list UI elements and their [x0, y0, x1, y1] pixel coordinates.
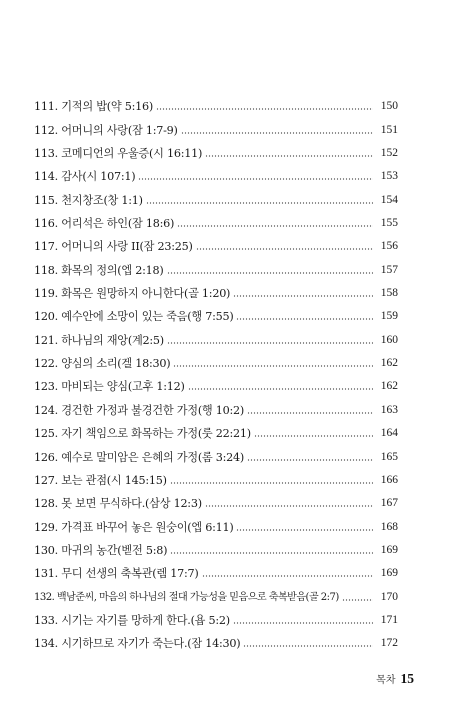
- toc-entry-title: 134. 시기하므로 자기가 죽는다.(잠 14:30): [34, 637, 241, 651]
- toc-entry-title: 120. 예수안에 소망이 있는 죽음(행 7:55): [34, 310, 234, 324]
- toc-entry-page: 160: [380, 333, 398, 346]
- toc-entry-page: 150: [380, 100, 398, 113]
- toc-entry: [34, 417, 398, 440]
- toc-entry-title: 125. 자기 책임으로 화목하는 가정(룻 22:21): [34, 427, 251, 441]
- toc-dot-leader: [202, 575, 373, 577]
- toc-entry-page: 167: [380, 497, 398, 510]
- toc-entry-page: 169: [380, 567, 398, 580]
- toc-dot-leader: [196, 248, 373, 250]
- toc-entry-title: 131. 무디 선생의 축복관(렘 17:7): [34, 567, 199, 581]
- toc-entry-title: 130. 마귀의 농간(벧전 5:8): [34, 543, 168, 557]
- toc-entry: [34, 370, 398, 393]
- toc-entry: [34, 557, 398, 580]
- toc-entry-title: 124. 경건한 가정과 불경건한 가정(행 10:2): [34, 403, 245, 417]
- toc-entry-page: 170: [380, 590, 398, 603]
- toc-dot-leader: [205, 155, 373, 157]
- toc-entry: [34, 604, 398, 627]
- toc-entry-page: 151: [380, 123, 398, 136]
- toc-entry-title: 115. 천지창조(창 1:1): [34, 193, 143, 207]
- toc-entry-page: 164: [380, 427, 398, 440]
- toc-dot-leader: [138, 178, 373, 180]
- toc-entry-page: 163: [380, 403, 398, 416]
- toc-entry-title: 132. 백남준씨, 마음의 하나님의 절대 가능성을 믿음으로 축복받음(골 2:7): [34, 591, 339, 603]
- toc-entry: [34, 464, 398, 487]
- toc-entry-page: 165: [380, 450, 398, 463]
- toc-dot-leader: [236, 529, 373, 531]
- toc-entry-title: 123. 마비되는 양심(고후 1:12): [34, 380, 185, 394]
- toc-entry-page: 154: [380, 193, 398, 206]
- toc-entry: [34, 487, 398, 510]
- toc-entry-page: 162: [380, 357, 398, 370]
- toc-entry-page: 172: [380, 637, 398, 650]
- toc-entry-page: 155: [380, 217, 398, 230]
- toc-entry-title: 133. 시기는 자기를 망하게 한다.(욥 5:2): [34, 613, 230, 627]
- footer-section-label: 목차: [376, 675, 396, 686]
- toc-dot-leader: [170, 552, 373, 554]
- toc-entry: [34, 393, 398, 416]
- toc-entry-page: 168: [380, 520, 398, 533]
- toc-entry-page: 156: [380, 240, 398, 253]
- toc-dot-leader: [233, 622, 373, 624]
- toc-entry: [34, 137, 398, 160]
- toc-dot-leader: [173, 365, 373, 367]
- toc-entry-page: 157: [380, 263, 398, 276]
- toc-dot-leader: [233, 295, 373, 297]
- toc-entry: [34, 207, 398, 230]
- toc-entry-title: 111. 기적의 밥(약 5:16): [34, 100, 153, 114]
- toc-entry: [34, 510, 398, 533]
- toc-dot-leader: [167, 342, 373, 344]
- toc-entry-title: 126. 예수로 말미암은 은혜의 가정(롬 3:24): [34, 450, 245, 464]
- toc-entry-title: 114. 감사(시 107:1): [34, 170, 136, 184]
- toc-dot-leader: [177, 225, 373, 227]
- toc-dot-leader: [254, 435, 373, 437]
- toc-entry-title: 113. 코메디언의 우울증(시 16:11): [34, 147, 203, 161]
- toc-entry: [34, 323, 398, 346]
- toc-entry-title: 129. 가격표 바꾸어 놓은 원숭이(엡 6:11): [34, 520, 234, 534]
- toc-entry-page: 171: [380, 613, 398, 626]
- toc-entry-title: 127. 보는 관점(시 145:15): [34, 473, 167, 487]
- toc-entry: [34, 300, 398, 323]
- toc-entry: [34, 347, 398, 370]
- toc-entry-title: 118. 화목의 정의(엡 2:18): [34, 263, 164, 277]
- toc-entry: [34, 277, 398, 300]
- toc-dot-leader: [205, 505, 373, 507]
- toc-entry: [34, 253, 398, 276]
- toc-entry-page: 153: [380, 170, 398, 183]
- toc-entry: [34, 580, 398, 603]
- toc-dot-leader: [247, 412, 373, 414]
- toc-entry: [34, 183, 398, 206]
- page-footer: [376, 671, 414, 687]
- toc-entry-title: 119. 화목은 원망하지 아니한다(골 1:20): [34, 287, 231, 301]
- toc-entry-title: 121. 하나님의 재앙(계2:5): [34, 333, 164, 347]
- toc-entry-title: 117. 어머니의 사랑 II(잠 23:25): [34, 240, 193, 254]
- toc-entry-title: 112. 어머니의 사랑(잠 1:7-9): [34, 123, 178, 137]
- toc-entry: [34, 90, 398, 113]
- toc-dot-leader: [170, 482, 373, 484]
- toc-entry: [34, 113, 398, 136]
- toc-entry-page: 152: [380, 147, 398, 160]
- toc-entry: [34, 230, 398, 253]
- toc-entry-page: 158: [380, 287, 398, 300]
- footer-page-number: 15: [400, 671, 414, 686]
- table-of-contents: [34, 90, 398, 650]
- toc-dot-leader: [156, 108, 373, 110]
- toc-dot-leader: [181, 132, 373, 134]
- toc-dot-leader: [146, 202, 373, 204]
- toc-entry: [34, 160, 398, 183]
- toc-entry: [34, 440, 398, 463]
- toc-entry-title: 116. 어리석은 하인(잠 18:6): [34, 217, 175, 231]
- toc-entry-page: 169: [380, 543, 398, 556]
- toc-entry-page: 159: [380, 310, 398, 323]
- toc-dot-leader: [167, 272, 373, 274]
- toc-dot-leader: [342, 599, 373, 601]
- toc-entry: [34, 534, 398, 557]
- toc-dot-leader: [247, 459, 373, 461]
- toc-entry-page: 166: [380, 473, 398, 486]
- toc-entry: [34, 627, 398, 650]
- toc-dot-leader: [236, 318, 373, 320]
- toc-entry-title: 128. 못 보면 무식하다.(삼상 12:3): [34, 497, 202, 511]
- toc-dot-leader: [188, 388, 373, 390]
- toc-entry-page: 162: [380, 380, 398, 393]
- toc-entry-title: 122. 양심의 소리(겔 18:30): [34, 357, 171, 371]
- toc-dot-leader: [243, 645, 373, 647]
